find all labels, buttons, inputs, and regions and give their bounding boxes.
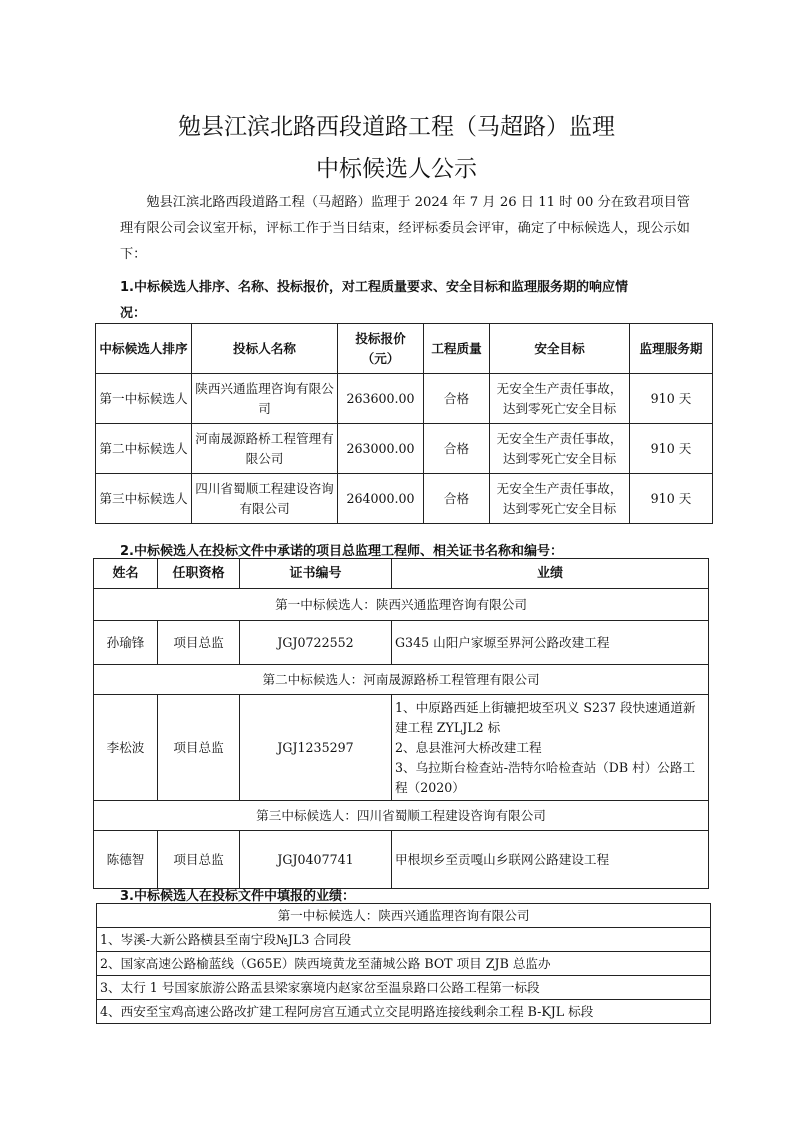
cell-role: 项目总监 <box>158 695 240 801</box>
cell-safety: 无安全生产责任事故，达到零死亡安全目标 <box>490 374 630 424</box>
cell-role: 项目总监 <box>158 831 240 889</box>
performance-item: 3、太行 1 号国家旅游公路盂县梁家寨境内赵家岔至温泉路口公路工程第一标段 <box>97 976 711 1000</box>
performance-item: 4、西安至宝鸡高速公路改扩建工程阿房宫互通式立交昆明路连接线剩余工程 B-KJL 标段 <box>97 1000 711 1024</box>
cell-service-period: 910 天 <box>630 374 713 424</box>
performance-item: 2、国家高速公路榆蓝线（G65E）陕西境黄龙至蒲城公路 BOT 项目 ZJB 总监办 <box>97 952 711 976</box>
header-name: 姓名 <box>94 559 158 589</box>
candidate-group-row <box>97 904 711 928</box>
cell-rank: 第三中标候选人 <box>96 474 192 524</box>
candidate-label: 第一中标候选人：陕西兴通监理咨询有限公司 <box>97 904 711 928</box>
candidate-group-row <box>94 589 709 621</box>
candidate-ranking-table <box>95 323 713 524</box>
candidate-group-row <box>94 801 709 831</box>
cell-cert: JGJ1235297 <box>240 695 392 801</box>
header-qualification: 任职资格 <box>158 559 240 589</box>
cell-safety: 无安全生产责任事故，达到零死亡安全目标 <box>490 474 630 524</box>
cell-quality: 合格 <box>424 474 490 524</box>
table-row <box>97 976 711 1000</box>
section1-heading-cont: 况： <box>120 306 147 321</box>
cell-person: 陈德智 <box>94 831 158 889</box>
table-row <box>97 928 711 952</box>
table-row <box>94 621 709 665</box>
cell-bid-price: 264000.00 <box>338 474 424 524</box>
cell-rank: 第二中标候选人 <box>96 424 192 474</box>
supervisor-table <box>93 558 709 889</box>
header-bidder-name: 投标人名称 <box>192 324 338 374</box>
candidate-label: 第二中标候选人：河南晟源路桥工程管理有限公司 <box>94 665 709 695</box>
achievement-line: 3、乌拉斯台检查站-浩特尔哈检查站（DB 村）公路工程（2020） <box>395 759 696 795</box>
cell-achievements <box>392 695 709 801</box>
cell-role: 项目总监 <box>158 621 240 665</box>
header-safety: 安全目标 <box>490 324 630 374</box>
table-row <box>96 474 713 524</box>
header-rank: 中标候选人排序 <box>96 324 192 374</box>
cell-service-period: 910 天 <box>630 474 713 524</box>
section2-heading: 2.中标候选人在投标文件中承诺的项目总监理工程师、相关证书名称和编号： <box>120 544 563 559</box>
section3-heading: 3.中标候选人在投标文件中填报的业绩： <box>120 889 355 904</box>
cell-achievements <box>392 621 709 665</box>
cell-achievements <box>392 831 709 889</box>
table-row <box>97 952 711 976</box>
document-subtitle: 中标候选人公示 <box>316 156 477 182</box>
cell-cert: JGJ0407741 <box>240 831 392 889</box>
performance-table <box>96 903 711 1024</box>
cell-bidder-name: 四川省蜀顺工程建设咨询有限公司 <box>192 474 338 524</box>
cell-rank: 第一中标候选人 <box>96 374 192 424</box>
performance-item: 1、岑溪-大新公路横县至南宁段№JL3 合同段 <box>97 928 711 952</box>
table-row <box>96 374 713 424</box>
candidate-label: 第一中标候选人：陕西兴通监理咨询有限公司 <box>94 589 709 621</box>
header-cert-number: 证书编号 <box>240 559 392 589</box>
cell-quality: 合格 <box>424 374 490 424</box>
cell-person: 李松波 <box>94 695 158 801</box>
achievement-line: 2、息县淮河大桥改建工程 <box>395 739 542 755</box>
section1-heading: 1.中标候选人排序、名称、投标报价，对工程质量要求、安全目标和监理服务期的响应情 <box>120 280 628 295</box>
table-row <box>94 695 709 801</box>
candidate-group-row <box>94 665 709 695</box>
table-header-row <box>96 324 713 374</box>
cell-quality: 合格 <box>424 424 490 474</box>
cell-bid-price: 263000.00 <box>338 424 424 474</box>
header-service-period: 监理服务期 <box>630 324 713 374</box>
header-quality: 工程质量 <box>424 324 490 374</box>
cell-cert: JGJ0722552 <box>240 621 392 665</box>
cell-person: 孙瑜锋 <box>94 621 158 665</box>
table-row <box>94 831 709 889</box>
achievement-line: 甲根坝乡至贡嘎山乡联网公路建设工程 <box>395 851 610 867</box>
intro-paragraph: 勉县江滨北路西段道路工程（马超路）监理于 2024 年 7 月 26 日 11 时 00 分在致君项目管理有限公司会议室开标，评标工作于当日结束，经评标委员会评审，确定了中标候选人，现公示如下： <box>120 195 690 262</box>
table-row <box>97 1000 711 1024</box>
table-row <box>96 424 713 474</box>
cell-bidder-name: 河南晟源路桥工程管理有限公司 <box>192 424 338 474</box>
table-header-row <box>94 559 709 589</box>
achievement-line: G345 山阳户家塬至界河公路改建工程 <box>395 634 610 650</box>
cell-service-period: 910 天 <box>630 424 713 474</box>
achievement-line: 1、中原路西延上街辘把坡至巩义 S237 段快速通道新建工程 ZYLJL2 标 <box>395 699 696 735</box>
candidate-label: 第三中标候选人：四川省蜀顺工程建设咨询有限公司 <box>94 801 709 831</box>
header-bid-price: 投标报价（元） <box>338 324 424 374</box>
cell-safety: 无安全生产责任事故，达到零死亡安全目标 <box>490 424 630 474</box>
header-achievements: 业绩 <box>392 559 709 589</box>
document-title: 勉县江滨北路西段道路工程（马超路）监理 <box>178 114 615 140</box>
cell-bidder-name: 陕西兴通监理咨询有限公司 <box>192 374 338 424</box>
cell-bid-price: 263600.00 <box>338 374 424 424</box>
